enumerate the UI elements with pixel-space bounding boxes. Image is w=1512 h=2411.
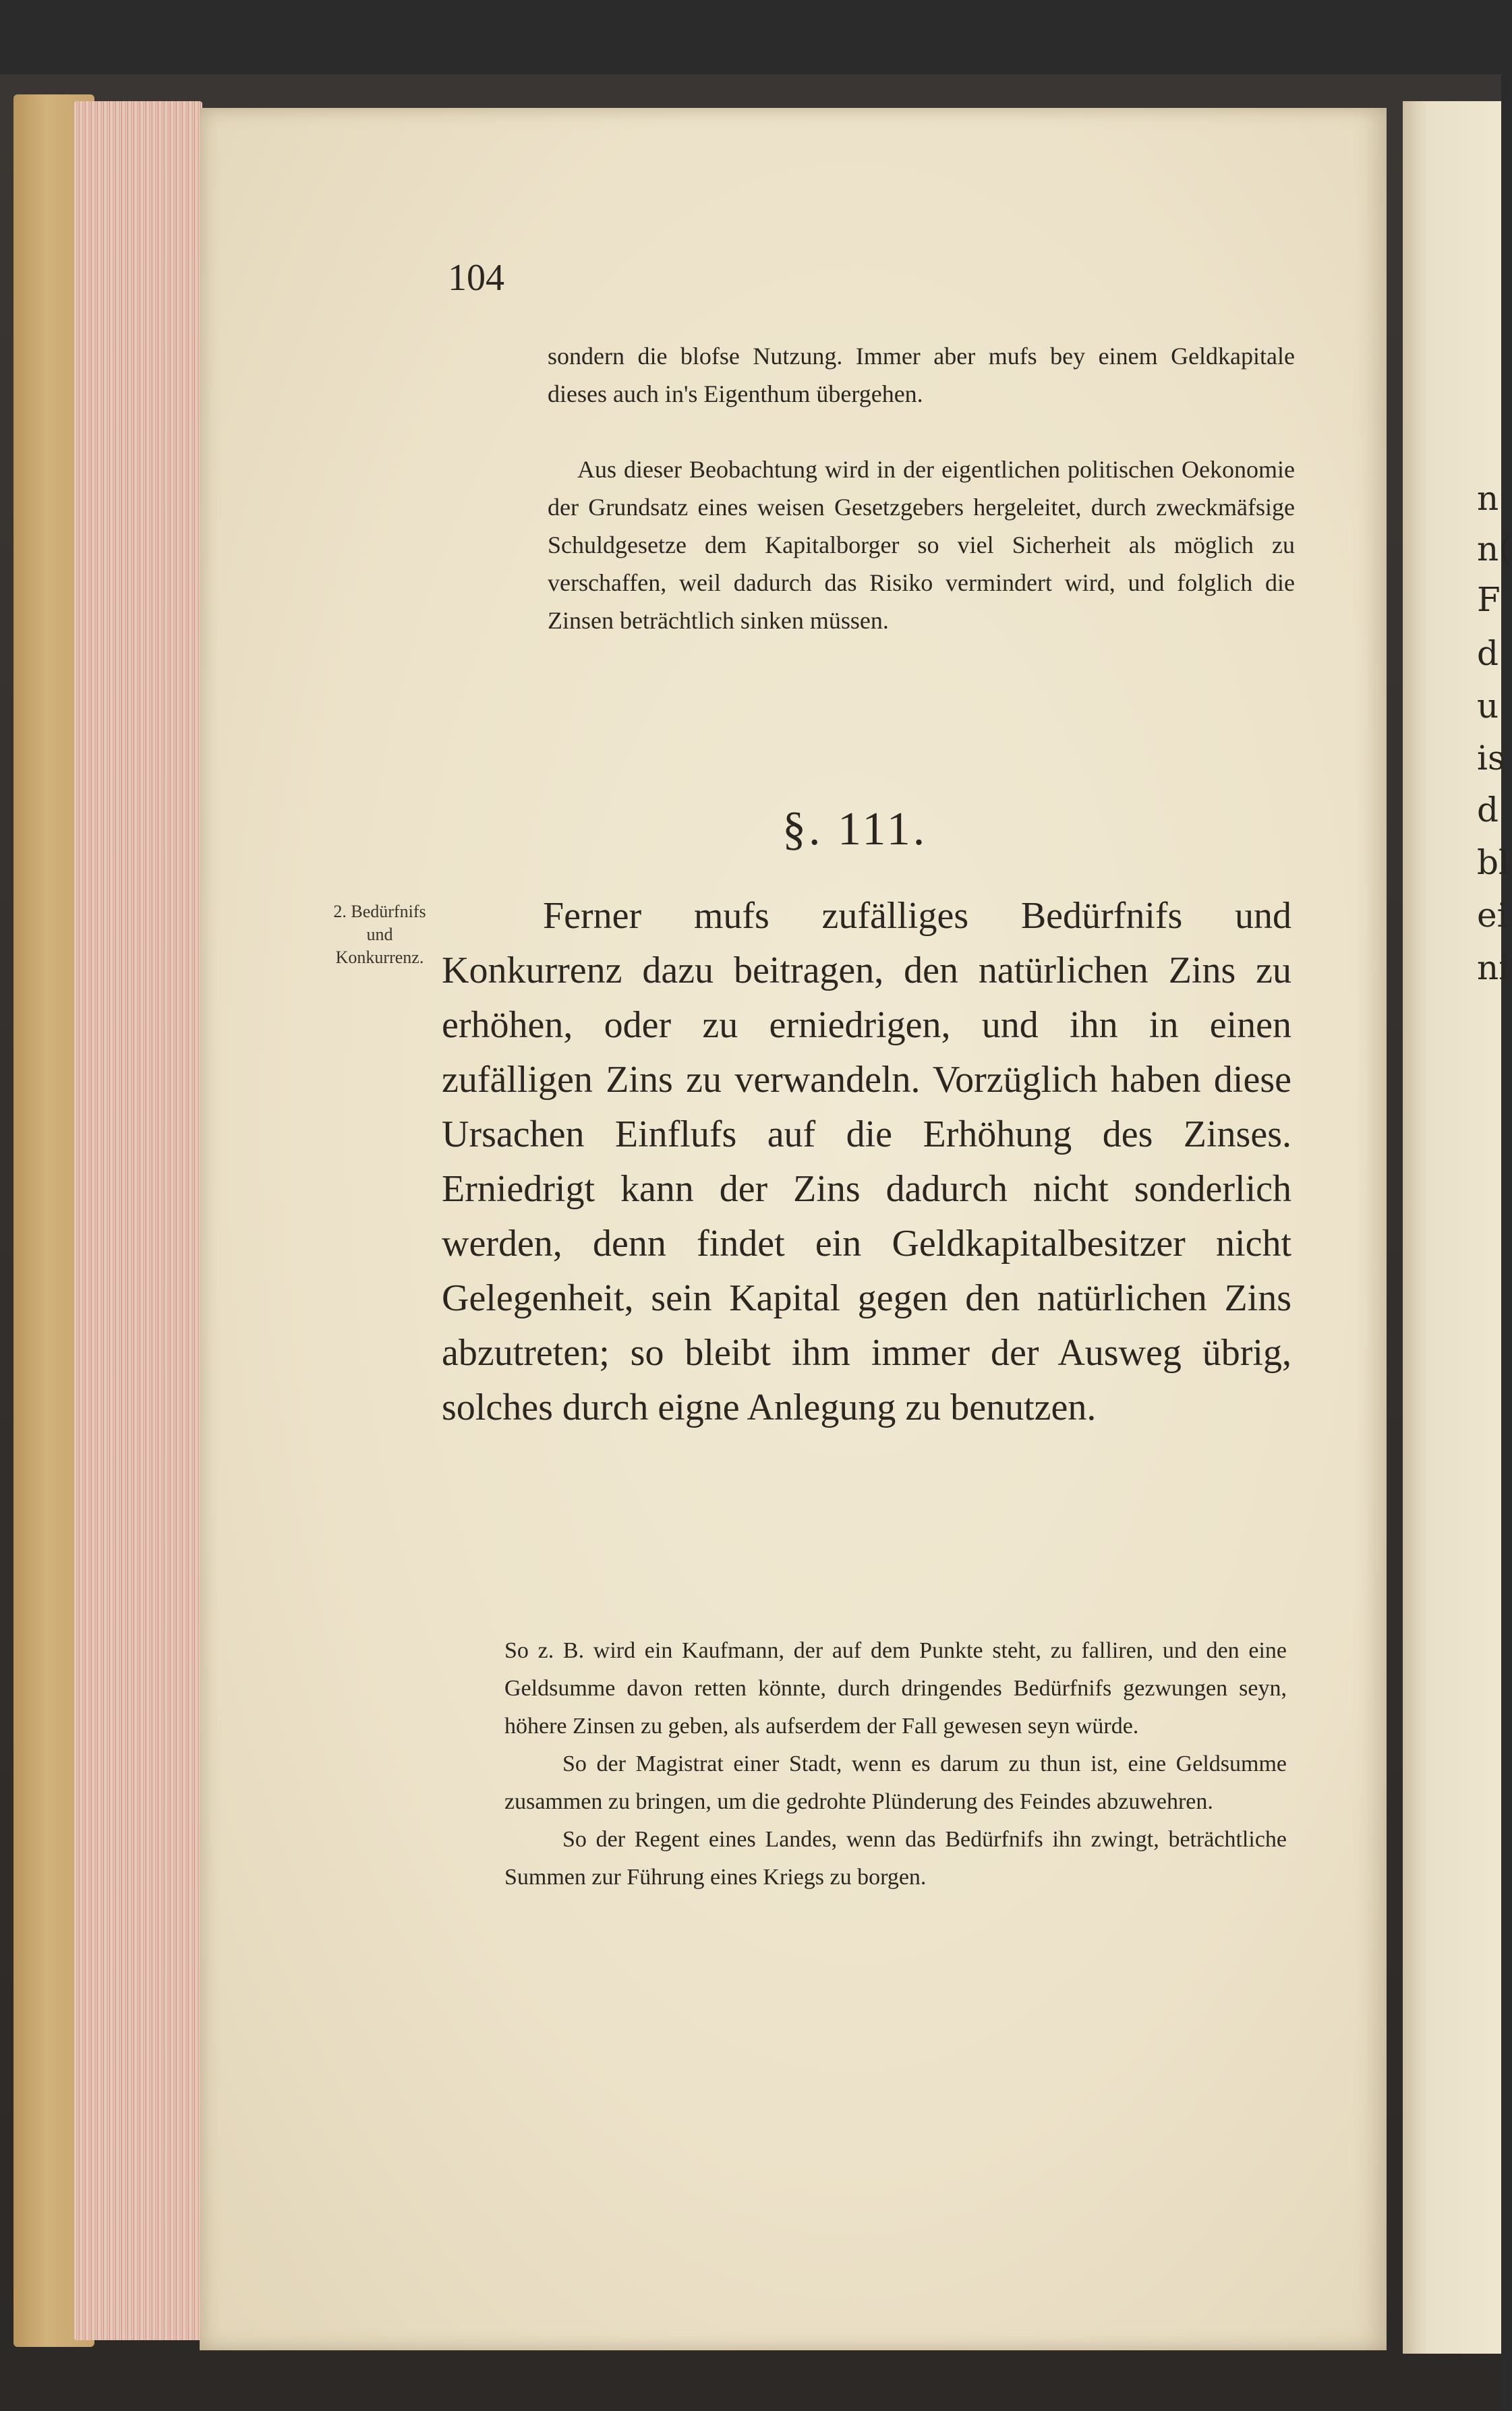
next-page-fragment: ei — [1477, 896, 1508, 935]
example-paragraph: So z. B. wird ein Kaufmann, der auf dem Punkte steht, zu falliren, und den eine Geldsumme davon retten könnte, durch dringendes Bedürfnifs gezwungen seyn, höhere Zinsen zu geben, als aufserdem der Fall gewesen seyn würde. — [504, 1638, 1287, 1739]
top-paragraph — [548, 451, 1295, 639]
page-edges — [74, 101, 202, 2340]
next-page-fragment: d — [1477, 790, 1499, 830]
margin-note-line: 2. Bedürfnifs — [333, 902, 426, 921]
margin-note — [309, 900, 450, 969]
next-page-fragment: n( — [1477, 529, 1512, 569]
next-page-fragment: F — [1477, 580, 1501, 619]
main-paragraph — [442, 889, 1291, 1435]
margin-note-line: Konkurrenz. — [335, 948, 424, 967]
next-page-fragment: bl — [1477, 843, 1509, 882]
next-page-fragment: n — [1477, 479, 1499, 518]
next-page-fragment: ni — [1477, 948, 1510, 987]
margin-note-line: und — [366, 925, 393, 944]
example-paragraph: So der Regent eines Landes, wenn das Bedürfnifs ihn zwingt, beträchtliche Summen zur Führung eines Kriegs zu borgen. — [504, 1827, 1287, 1890]
section-heading: §. 111. — [782, 803, 928, 855]
page-number: 104 — [448, 257, 504, 299]
examples-block — [504, 1632, 1287, 1896]
main-paragraph-text: Ferner mufs zufälliges Bedürfnifs und Konkurrenz dazu beitragen, den natürlichen Zins zu erhöhen, oder zu erniedrigen, und ihn in einen zufälligen Zins zu verwandeln. Vorzüglich haben diese Ursachen Einflufs auf die Erhöhung des Zinses. Erniedrigt kann der Zins dadurch nicht sonderlich werden, denn findet ein Geldkapitalbesitzer nicht Gelegenheit, sein Kapital gegen den natürlichen Zins abzutreten; so bleibt ihm immer der Ausweg übrig, solches durch eigne Anlegung zu benutzen. — [442, 895, 1291, 1428]
next-page-edge — [1403, 101, 1512, 2354]
top-paragraph-text: Aus dieser Beobachtung wird in der eigentlichen politischen Oekonomie der Grundsatz eines weisen Gesetzgebers hergeleitet, durch zweckmäfsige Schuldgesetze dem Kapitalborger so viel Sicherheit als möglich zu verschaffen, weil dadurch das Risiko vermindert wird, und folglich die Zinsen beträchtlich sinken müssen. — [548, 456, 1295, 634]
example-paragraph: So der Magistrat einer Stadt, wenn es darum zu thun ist, eine Geldsumme zusammen zu bringen, um die gedrohte Plünderung des Feindes abzuwehren. — [504, 1751, 1287, 1814]
top-paragraph-continued: sondern die blofse Nutzung. Immer aber mufs bey einem Geldkapitale dieses auch in's Eigenthum übergehen. — [548, 343, 1295, 407]
next-page-fragment: d — [1477, 634, 1499, 673]
next-page-fragment: is — [1477, 738, 1505, 778]
next-page-fragment: u — [1477, 687, 1499, 726]
